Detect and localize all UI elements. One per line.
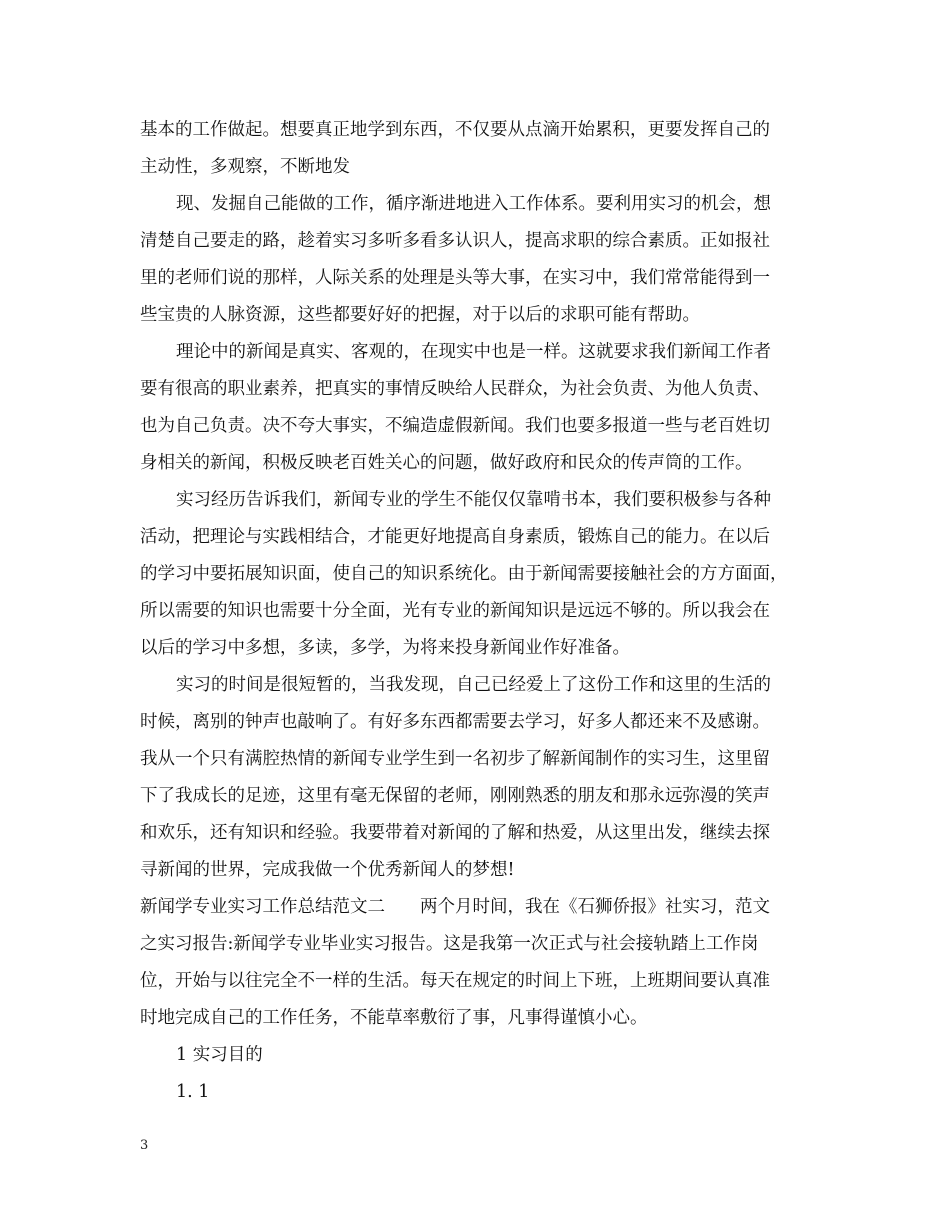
text-line-13: 的学习中要拓展知识面，使自己的知识系统化。由于新闻需要接触社会的方方面面， xyxy=(140,564,788,584)
text-line-19: 下了我成长的足迹，这里有毫无保留的老师，刚刚熟悉的朋友和那永远弥漫的笑声 xyxy=(140,786,770,806)
text-line-5: 里的老师们说的那样，人际关系的处理是头等大事，在实习中，我们常常能得到一 xyxy=(140,268,770,288)
text-line-10: 身相关的新闻，积极反映老百姓关心的问题，做好政府和民众的传声筒的工作。 xyxy=(140,453,753,473)
page-number: 3 xyxy=(140,1138,149,1153)
text-line-22: 新闻学专业实习工作总结范文二 两个月时间，我在《石狮侨报》社实习，范文 xyxy=(140,897,770,917)
text-line-2: 主动性，多观察，不断地发 xyxy=(140,157,350,177)
text-line-20: 和欢乐，还有知识和经验。我要带着对新闻的了解和热爱，从这里出发，继续去探 xyxy=(140,823,770,843)
text-line-3: 现、发掘自己能做的工作，循序渐进地进入工作体系。要利用实习的机会，想 xyxy=(176,194,771,214)
text-line-6: 些宝贵的人脉资源，这些都要好好的把握，对于以后的求职可能有帮助。 xyxy=(140,305,700,325)
text-line-17: 时候，离别的钟声也敲响了。有好多东西都需要去学习，好多人都还来不及感谢。 xyxy=(140,712,770,732)
text-line-23: 之实习报告:新闻学专业毕业实习报告。这是我第一次正式与社会接轨踏上工作岗 xyxy=(140,934,759,954)
text-line-16: 实习的时间是很短暂的，当我发现，自己已经爱上了这份工作和这里的生活的 xyxy=(176,675,771,695)
text-line-7: 理论中的新闻是真实、客观的，在现实中也是一样。这就要求我们新闻工作者 xyxy=(176,342,771,362)
text-line-11: 实习经历告诉我们，新闻专业的学生不能仅仅靠啃书本，我们要积极参与各种 xyxy=(176,490,771,510)
text-line-4: 清楚自己要走的路，趁着实习多听多看多认识人，提高求职的综合素质。正如报社 xyxy=(140,231,770,251)
text-line-25: 时地完成自己的工作任务，不能草率敷衍了事，凡事得谨慎小心。 xyxy=(140,1008,648,1028)
text-line-24: 位，开始与以往完全不一样的生活。每天在规定的时间上下班，上班期间要认真准 xyxy=(140,971,770,991)
subsection-heading: 1. 1 xyxy=(176,1082,210,1102)
text-line-18: 我从一个只有满腔热情的新闻专业学生到一名初步了解新闻制作的实习生，这里留 xyxy=(140,749,770,769)
text-line-1: 基本的工作做起。想要真正地学到东西，不仅要从点滴开始累积，更要发挥自己的 xyxy=(140,120,770,140)
text-line-8: 要有很高的职业素养，把真实的事情反映给人民群众，为社会负责、为他人负责、 xyxy=(140,379,770,399)
text-line-12: 活动，把理论与实践相结合，才能更好地提高自身素质，锻炼自己的能力。在以后 xyxy=(140,527,770,547)
text-line-21: 寻新闻的世界，完成我做一个优秀新闻人的梦想! xyxy=(140,860,515,880)
text-line-9: 也为自己负责。决不夸大事实，不编造虚假新闻。我们也要多报道一些与老百姓切 xyxy=(140,416,770,436)
text-line-14: 所以需要的知识也需要十分全面，光有专业的新闻知识是远远不够的。所以我会在 xyxy=(140,601,770,621)
text-line-15: 以后的学习中多想，多读，多学，为将来投身新闻业作好准备。 xyxy=(140,638,630,658)
section-heading: 1 实习目的 xyxy=(176,1045,263,1065)
